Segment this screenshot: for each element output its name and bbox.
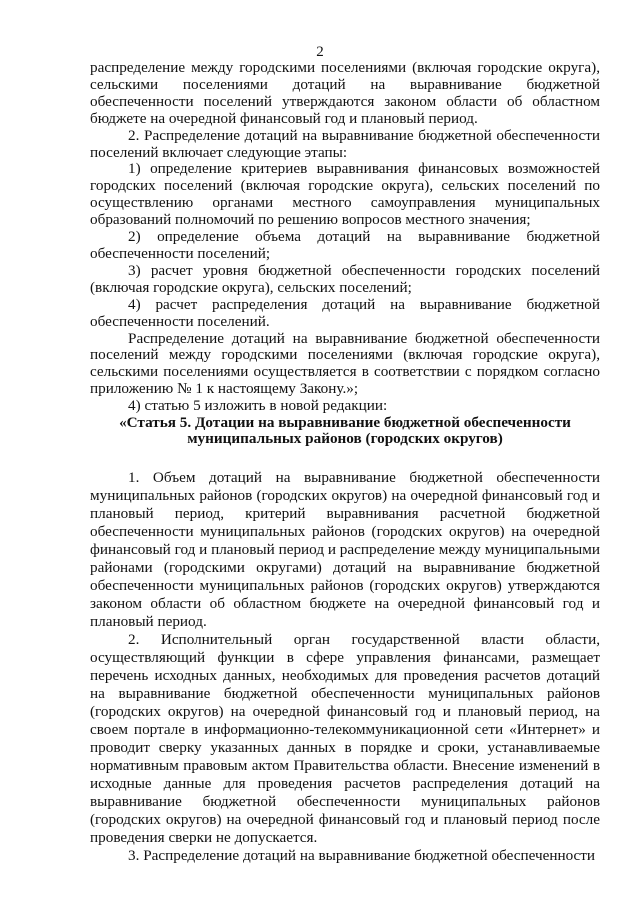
paragraph-stage-3: 3) расчет уровня бюджетной обеспеченности городских поселений (включая городские округа), сельских поселений; bbox=[90, 261, 600, 296]
article-paragraph-3: 3. Распределение дотаций на выравнивание бюджетной обеспеченности bbox=[128, 847, 596, 865]
paragraph-item-2: 2. Распределение дотаций на выравнивание бюджетной обеспеченности поселений включает следующие этапы: bbox=[90, 126, 600, 161]
paragraph-stage-2: 2) определение объема дотаций на выравнивание бюджетной обеспеченности поселений; bbox=[90, 228, 600, 262]
page-number: 2 bbox=[316, 44, 324, 60]
article-heading: «Статья 5. Дотации на выравнивание бюджетной обеспеченности муниципальных районов (городских округов) bbox=[119, 414, 571, 448]
body-text bbox=[90, 60, 600, 865]
paragraph-stage-1: 1) определение критериев выравнивания финансовых возможностей городских поселений (включая городские округа), сельских поселений по осуществлению органами местного самоуправления муниципальных образований полномочий по решению вопросов местного значения; bbox=[90, 160, 600, 229]
paragraph-distribution: Распределение дотаций на выравнивание бюджетной обеспеченности поселений между городскими поселениями (включая городские округа), сельскими поселениями осуществляется в соответствии с порядком согласно приложению № 1 к настоящему Закону.»; bbox=[90, 329, 600, 398]
paragraph-article-intro: 4) статью 5 изложить в новой редакции: bbox=[128, 397, 388, 415]
paragraph-stage-4: 4) расчет распределения дотаций на выравнивание бюджетной обеспеченности поселений. bbox=[90, 295, 600, 330]
paragraph-continuation: распределение между городскими поселениями (включая городские округа), сельскими поселениями дотаций на выравнивание бюджетной обеспеченности поселений утверждаются законом области об областном бюджете на очередной финансовый год и плановый период. bbox=[90, 59, 600, 127]
article-paragraph-1: 1. Объем дотаций на выравнивание бюджетной обеспеченности муниципальных районов (городских округов) на очередной финансовый год и плановый период, критерий выравнивания расчетной бюджетной обеспеченности муниципальных районов (городских округов) на очередной финансовый год и плановый период и распределение между муниципальными районами (городскими округами) дотаций на выравнивание бюджетной обеспеченности муниципальных районов (городских округов) утверждаются законом области об областном бюджете на очередной финансовый год и плановый период. bbox=[90, 469, 600, 631]
article-paragraph-2: 2. Исполнительный орган государственной власти области, осуществляющий функции в сфере управления финансами, размещает перечень исходных данных, необходимых для проведения расчетов дотаций на выравнивание бюджетной обеспеченности муниципальных районов (городских округов) на очередной финансовый год и плановый период, на своем портале в информационно-телекоммуникационной сети «Интернет» и проводит сверку указанных данных в порядке и сроки, устанавливаемые нормативным правовым актом Правительства области. Внесение изменений в исходные данные для проведения расчетов распределения дотаций на выравнивание бюджетной обеспеченности муниципальных районов (городских округов) на очередной финансовый год и плановый период после проведения сверки не допускается. bbox=[90, 631, 600, 847]
